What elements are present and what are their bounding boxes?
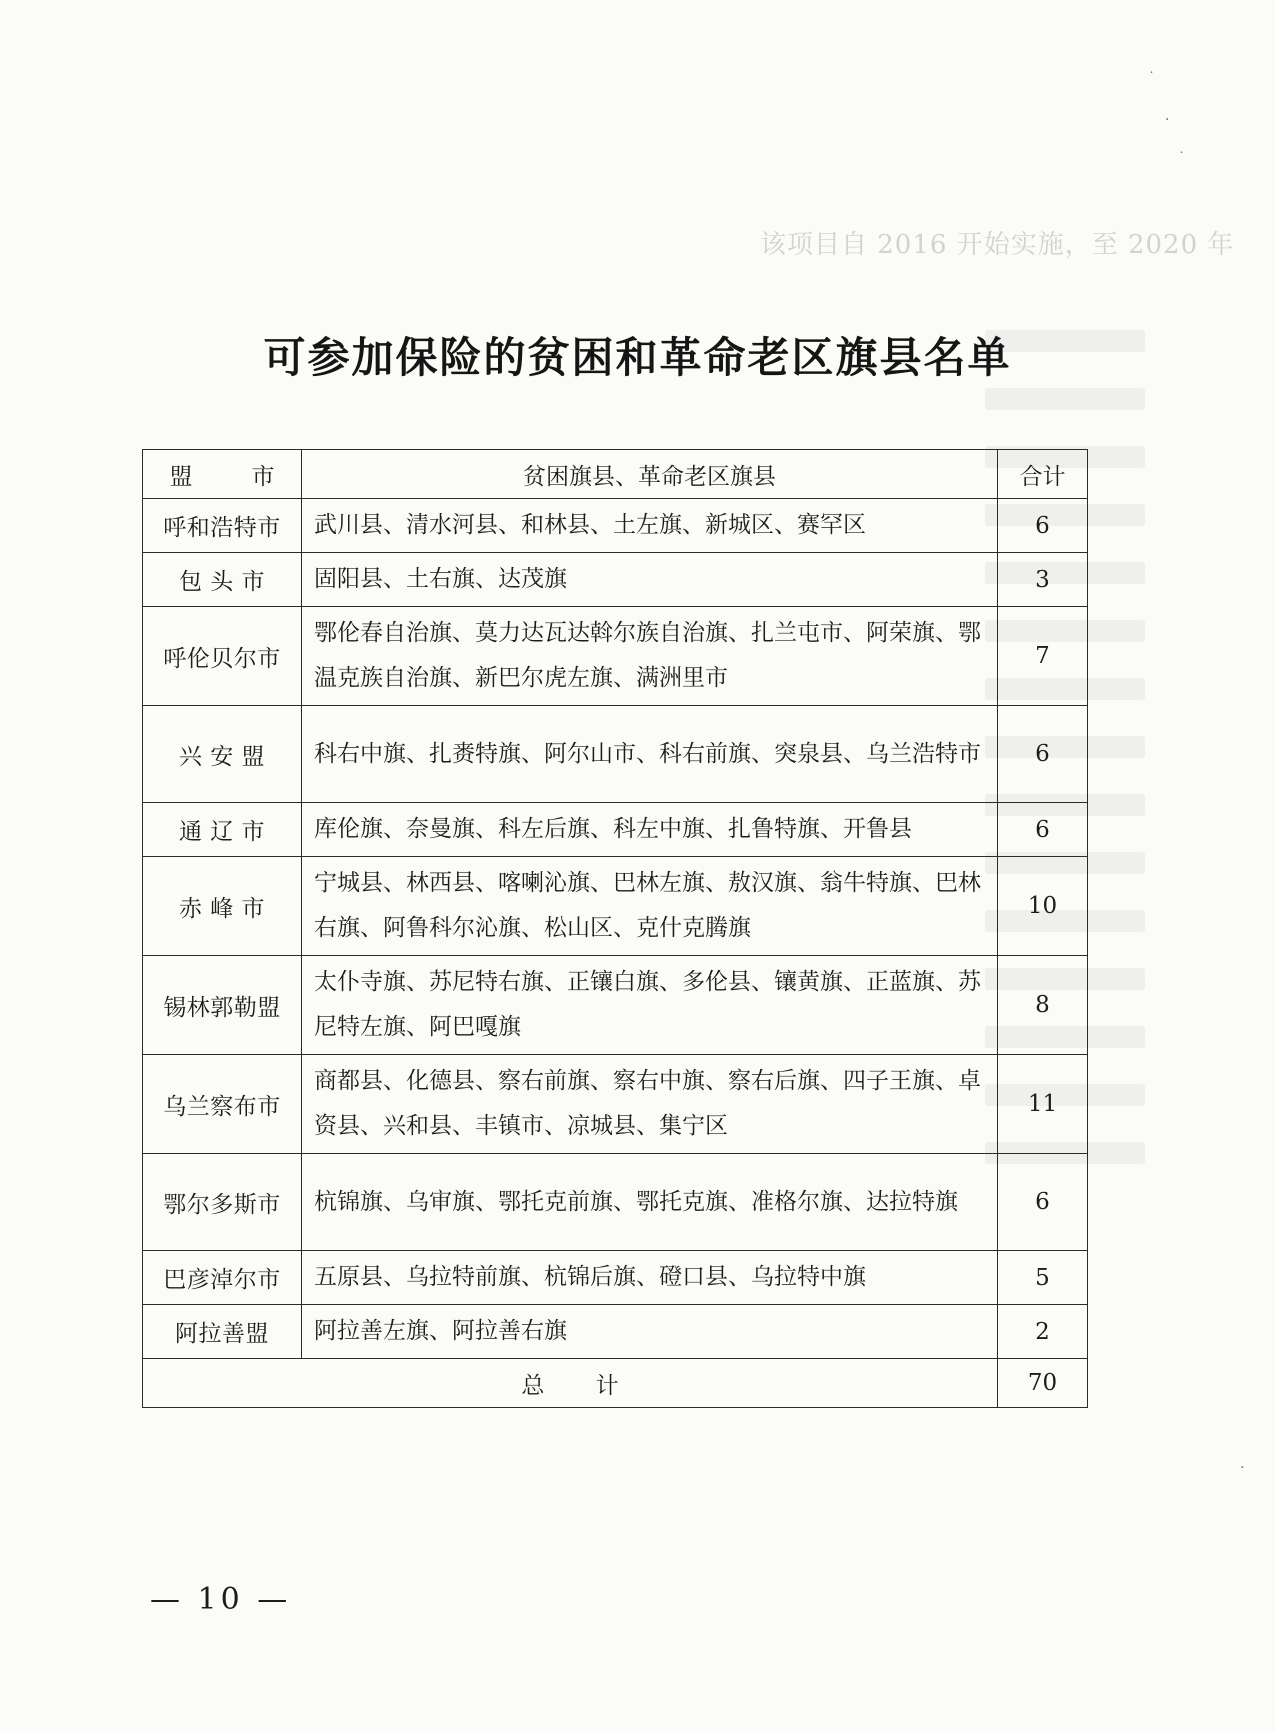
scan-speck: · — [1165, 112, 1170, 128]
bleed-through-text: 该项目自 2016 开始实施，至 2020 年 — [760, 230, 1235, 260]
counties-cell: 鄂伦春自治旗、莫力达瓦达斡尔族自治旗、扎兰屯市、阿荣旗、鄂温克族自治旗、新巴尔虎左旗、满洲里市 — [302, 607, 998, 706]
scan-speck: · — [1240, 1460, 1245, 1476]
counties-cell: 商都县、化德县、察右前旗、察右中旗、察右后旗、四子王旗、卓资县、兴和县、丰镇市、凉城县、集宁区 — [302, 1055, 998, 1154]
region-cell: 兴 安 盟 — [143, 706, 302, 803]
counties-cell: 太仆寺旗、苏尼特右旗、正镶白旗、多伦县、镶黄旗、正蓝旗、苏尼特左旗、阿巴嘎旗 — [302, 956, 998, 1055]
region-cell: 包 头 市 — [143, 553, 302, 607]
document-title: 可参加保险的贫困和革命老区旗县名单 — [263, 333, 1012, 382]
region-cell: 呼和浩特市 — [143, 499, 302, 553]
count-cell: 6 — [998, 803, 1088, 857]
table-row — [143, 1154, 1088, 1251]
header-region: 盟 市 — [143, 450, 302, 499]
total-count: 70 — [998, 1359, 1088, 1408]
header-counties: 贫困旗县、革命老区旗县 — [302, 450, 998, 499]
count-cell: 10 — [998, 857, 1088, 956]
region-cell: 呼伦贝尔市 — [143, 607, 302, 706]
count-cell: 7 — [998, 607, 1088, 706]
table-header-row — [143, 450, 1088, 499]
counties-cell: 宁城县、林西县、喀喇沁旗、巴林左旗、敖汉旗、翁牛特旗、巴林右旗、阿鲁科尔沁旗、松山区、克什克腾旗 — [302, 857, 998, 956]
region-cell: 巴彦淖尔市 — [143, 1251, 302, 1305]
count-cell: 2 — [998, 1305, 1088, 1359]
count-cell: 11 — [998, 1055, 1088, 1154]
count-cell: 6 — [998, 499, 1088, 553]
table-row — [143, 553, 1088, 607]
table-row — [143, 857, 1088, 956]
counties-cell: 杭锦旗、乌审旗、鄂托克前旗、鄂托克旗、准格尔旗、达拉特旗 — [302, 1154, 998, 1251]
table-row — [143, 1305, 1088, 1359]
counties-cell: 武川县、清水河县、和林县、土左旗、新城区、赛罕区 — [302, 499, 998, 553]
count-cell: 6 — [998, 706, 1088, 803]
page-number: — 10 — — [150, 1582, 292, 1617]
region-cell: 赤 峰 市 — [143, 857, 302, 956]
scan-speck: ˙ — [1178, 150, 1185, 166]
table-row — [143, 1251, 1088, 1305]
table-row — [143, 499, 1088, 553]
table-row — [143, 956, 1088, 1055]
region-cell: 鄂尔多斯市 — [143, 1154, 302, 1251]
count-cell: 6 — [998, 1154, 1088, 1251]
total-label: 总 计 — [143, 1359, 998, 1408]
region-cell: 乌兰察布市 — [143, 1055, 302, 1154]
table-row — [143, 1055, 1088, 1154]
counties-cell: 固阳县、土右旗、达茂旗 — [302, 553, 998, 607]
table-row — [143, 706, 1088, 803]
counties-cell: 阿拉善左旗、阿拉善右旗 — [302, 1305, 998, 1359]
count-cell: 3 — [998, 553, 1088, 607]
counties-cell: 科右中旗、扎赉特旗、阿尔山市、科右前旗、突泉县、乌兰浩特市 — [302, 706, 998, 803]
table-row — [143, 607, 1088, 706]
region-cell: 通 辽 市 — [143, 803, 302, 857]
count-cell: 5 — [998, 1251, 1088, 1305]
table-total-row — [143, 1359, 1088, 1408]
region-cell: 锡林郭勒盟 — [143, 956, 302, 1055]
count-cell: 8 — [998, 956, 1088, 1055]
table-row — [143, 803, 1088, 857]
scan-speck: ˙ — [1148, 70, 1155, 86]
counties-cell: 五原县、乌拉特前旗、杭锦后旗、磴口县、乌拉特中旗 — [302, 1251, 998, 1305]
county-list-table — [142, 449, 1088, 1408]
region-cell: 阿拉善盟 — [143, 1305, 302, 1359]
header-count: 合计 — [998, 450, 1088, 499]
counties-cell: 库伦旗、奈曼旗、科左后旗、科左中旗、扎鲁特旗、开鲁县 — [302, 803, 998, 857]
